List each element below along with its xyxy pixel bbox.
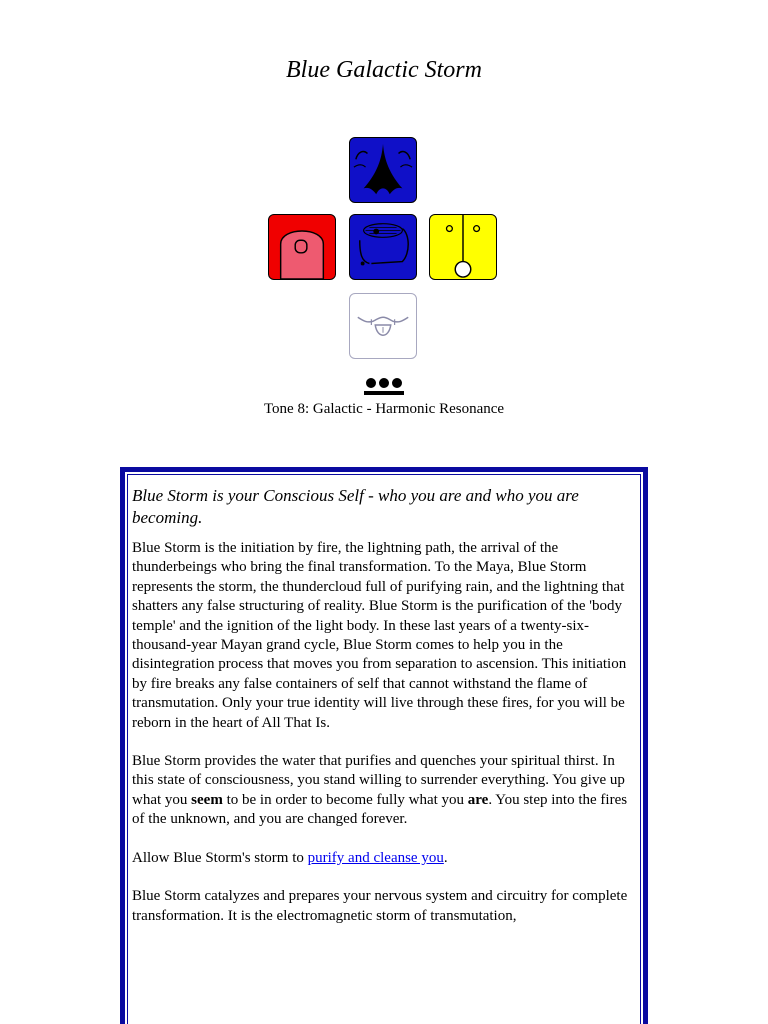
- paragraph-2-text-e: . You step into the fires of the unknown, and you are changed forever.: [132, 791, 628, 828]
- paragraph-2-text-a: Blue Storm provides the water that purifies and quenches your spiritual thirst. In this state of consciousness, you stand willing to surrender everything. You give up what you: [132, 753, 625, 808]
- content-box: [120, 467, 648, 1024]
- page-title: Blue Galactic Storm: [286, 57, 482, 83]
- tone-label: Tone 8: Galactic - Harmonic Resonance: [263, 401, 505, 417]
- purify-cleanse-link[interactable]: purify and cleanse you: [307, 849, 444, 866]
- paragraph-3: [132, 849, 637, 868]
- paragraph-3-text-b: .: [443, 849, 448, 866]
- red-arch-icon: [268, 214, 336, 280]
- content-heading: Blue Storm is your Conscious Self - who you are and who you are becoming.: [132, 486, 579, 527]
- paragraph-3-text-a: Allow Blue Storm's storm to: [132, 849, 308, 866]
- paragraph-2: [132, 752, 637, 830]
- storm-cloud-icon: [349, 137, 417, 203]
- content-box-inner: [127, 474, 641, 1024]
- paragraph-1: Blue Storm is the initiation by fire, the lightning path, the arrival of the thunderbeings who bring the final transformation. To the Maya, Blue Storm represents the storm, the thundercloud full of purifying rain, and the lightning that shatters any false structuring of reality. Blue Storm is the purification of the 'body temple' and the ignition of the light body. In these last years of a twenty-six-thousand-year Mayan grand cycle, Blue Storm comes to help you in the disintegration process that moves you from separation to ascension. This initiation by fire breaks any false containers of self that cannot withstand the flame of transmutation. Only your true identity will live through these fires, for you will be reborn in the heart of All That Is.: [132, 540, 627, 731]
- paragraph-2-text-c: to be in order to become fully what you: [222, 791, 468, 808]
- white-face-icon: [349, 293, 417, 359]
- paragraph-2-emphasis-are: are: [467, 791, 489, 808]
- paragraph-2-emphasis-seem: seem: [191, 791, 223, 808]
- three-dots-bar-icon: [363, 377, 405, 397]
- blue-storm-glyph-icon: [349, 214, 417, 280]
- yellow-sun-face-icon: [429, 214, 497, 280]
- paragraph-4: Blue Storm catalyzes and prepares your nervous system and circuitry for complete transformation. It is the electromagnetic storm of transmutation,: [132, 888, 628, 924]
